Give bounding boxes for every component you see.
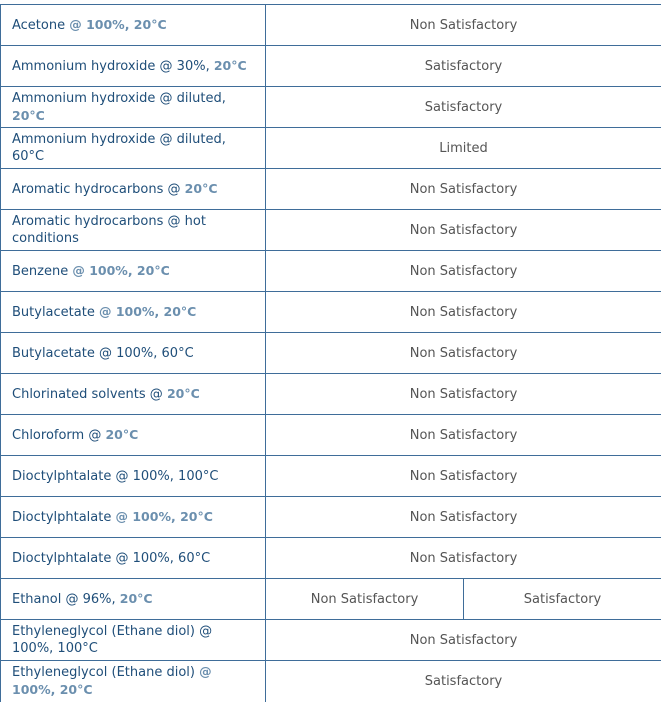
- resistance-result-cell: Satisfactory: [464, 579, 661, 620]
- chemical-name: Dioctylphtalate @ 100%, 100°C: [12, 469, 218, 484]
- chemical-name: Aromatic hydrocarbons @ hot conditions: [12, 214, 206, 246]
- resistance-result-cell: Non Satisfactory: [266, 374, 661, 415]
- chemical-name: Ammonium hydroxide @ 30%,: [12, 59, 214, 74]
- chemical-cell: [1, 497, 266, 538]
- chemical-cell: [1, 579, 266, 620]
- table-row: [1, 620, 661, 661]
- resistance-result-cell: Non Satisfactory: [266, 333, 661, 374]
- table-row: [1, 661, 661, 702]
- chemical-name: Ethyleneglycol (Ethane diol): [12, 665, 199, 680]
- resistance-result-cell: Non Satisfactory: [266, 210, 661, 251]
- chemical-cell: [1, 128, 266, 169]
- table-row: [1, 579, 661, 620]
- chemical-cell: [1, 251, 266, 292]
- table-row: [1, 251, 661, 292]
- chemical-condition: @ 100%, 20°C: [12, 664, 212, 697]
- table-row: [1, 538, 661, 579]
- chemical-condition: @ 100%, 20°C: [99, 304, 196, 319]
- table-row: [1, 87, 661, 128]
- resistance-result-cell: Non Satisfactory: [266, 456, 661, 497]
- chemical-name: Ethanol @ 96%,: [12, 592, 120, 607]
- chemical-name: Dioctylphtalate: [12, 510, 116, 525]
- chemical-condition: 20°C: [214, 58, 247, 73]
- table-row: [1, 210, 661, 251]
- resistance-result-cell: Non Satisfactory: [266, 292, 661, 333]
- table-row: [1, 456, 661, 497]
- chemical-cell: [1, 333, 266, 374]
- chemical-condition: @ 100%, 20°C: [116, 509, 213, 524]
- chemical-cell: [1, 661, 266, 702]
- chemical-name: Benzene: [12, 264, 72, 279]
- chemical-condition: 20°C: [120, 591, 153, 606]
- chemical-cell: [1, 169, 266, 210]
- chemical-resistance-table: [0, 4, 661, 702]
- chemical-name: Ethyleneglycol (Ethane diol) @ 100%, 100°C: [12, 624, 212, 656]
- table-row: [1, 128, 661, 169]
- chemical-name: Ammonium hydroxide @ diluted,: [12, 91, 226, 106]
- table-row: [1, 497, 661, 538]
- resistance-result-cell: Non Satisfactory: [266, 251, 661, 292]
- chemical-cell: [1, 292, 266, 333]
- table-row: [1, 292, 661, 333]
- chemical-name: Acetone: [12, 18, 69, 33]
- resistance-result-cell: Non Satisfactory: [266, 538, 661, 579]
- chemical-cell: [1, 46, 266, 87]
- chemical-name: Dioctylphtalate @ 100%, 60°C: [12, 551, 210, 566]
- chemical-cell: [1, 87, 266, 128]
- resistance-result-cell: Non Satisfactory: [266, 5, 661, 46]
- chemical-condition: 20°C: [167, 386, 200, 401]
- chemical-condition: 20°C: [105, 427, 138, 442]
- table-row: [1, 5, 661, 46]
- chemical-cell: [1, 415, 266, 456]
- chemical-cell: [1, 374, 266, 415]
- chemical-condition: 20°C: [185, 181, 218, 196]
- chemical-cell: [1, 210, 266, 251]
- resistance-result-cell: Non Satisfactory: [266, 620, 661, 661]
- table-row: [1, 46, 661, 87]
- table-row: [1, 169, 661, 210]
- chemical-name: Aromatic hydrocarbons @: [12, 182, 185, 197]
- table-body: [1, 5, 661, 702]
- table-row: [1, 415, 661, 456]
- chemical-cell: [1, 538, 266, 579]
- resistance-result-cell: Satisfactory: [266, 661, 661, 702]
- resistance-result-cell: Non Satisfactory: [266, 497, 661, 538]
- chemical-cell: [1, 620, 266, 661]
- chemical-condition: 20°C: [12, 108, 45, 123]
- chemical-cell: [1, 5, 266, 46]
- chemical-condition: @ 100%, 20°C: [72, 263, 169, 278]
- table-row: [1, 374, 661, 415]
- resistance-result-cell: Non Satisfactory: [266, 415, 661, 456]
- chemical-name: Chlorinated solvents @: [12, 387, 167, 402]
- table-row: [1, 333, 661, 374]
- resistance-result-cell: Limited: [266, 128, 661, 169]
- resistance-result-cell: Satisfactory: [266, 87, 661, 128]
- chemical-name: Butylacetate: [12, 305, 99, 320]
- resistance-result-cell: Satisfactory: [266, 46, 661, 87]
- chemical-condition: @ 100%, 20°C: [69, 17, 166, 32]
- resistance-result-cell: Non Satisfactory: [266, 579, 464, 620]
- chemical-name: Ammonium hydroxide @ diluted, 60°C: [12, 132, 226, 164]
- resistance-result-cell: Non Satisfactory: [266, 169, 661, 210]
- chemical-name: Chloroform @: [12, 428, 105, 443]
- chemical-name: Butylacetate @ 100%, 60°C: [12, 346, 194, 361]
- chemical-cell: [1, 456, 266, 497]
